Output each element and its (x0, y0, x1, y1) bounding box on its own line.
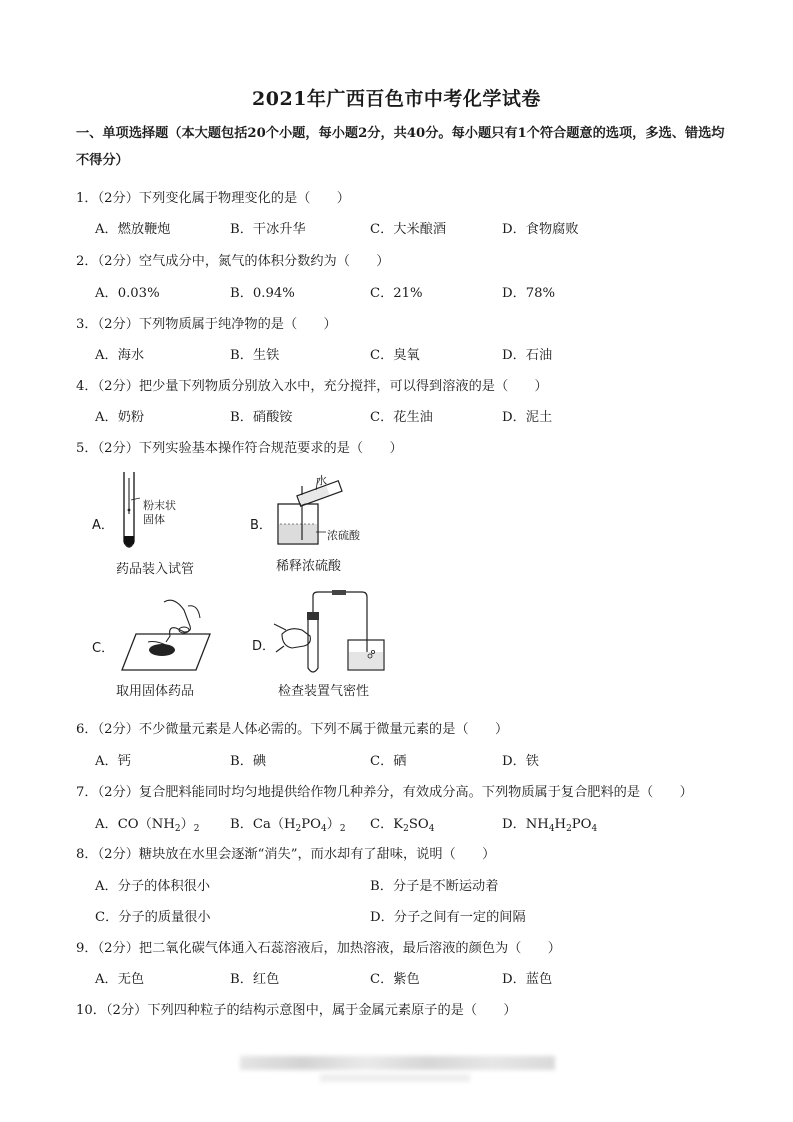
question-stem: 7．（2分）复合肥料能同时均匀地提供给作物几种养分，有效成分高。下列物质属于复合肥料的是（ ） (76, 785, 693, 800)
question-stem: 9．（2分）把二氧化碳气体通入石蕊溶液后，加热溶液，最后溶液的颜色为（ ） (76, 941, 561, 956)
section-heading: 一、单项选择题（本大题包括20个小题，每小题2分，共40分。每小题只有1个符合题意的选项，多选、错选均不得分） (76, 126, 725, 168)
question-stem: 2．（2分）空气成分中，氮气的体积分数约为（ ） (76, 254, 390, 269)
page-title: 2021年广西百色市中考化学试卷 (252, 88, 541, 110)
option-a: A．奶粉 (95, 410, 145, 425)
option-d: D．$NH_4H_2PO_4$ (502, 817, 598, 834)
option-d: D．78% (502, 286, 556, 301)
option-a: A．无色 (95, 972, 145, 987)
option-b: B．干冰升华 (230, 222, 306, 237)
question-stem: 5．（2分）下列实验基本操作符合规范要求的是（ ） (76, 441, 403, 456)
option-c: C．分子的质量很小 (95, 910, 211, 925)
blurred-footer (240, 1056, 555, 1070)
option-c: C．21% (370, 286, 423, 301)
option-a: A．$CO(NH_2)_2$ (95, 817, 200, 834)
figure-b-acid: 浓硫酸 (327, 529, 360, 542)
blurred-footer-sub (320, 1074, 470, 1082)
option-c: C．大米酿酒 (370, 222, 447, 237)
figure-a-caption: 药品装入试管 (116, 562, 195, 577)
option-d: D．食物腐败 (502, 222, 579, 237)
option-b: B．0.94% (230, 286, 295, 301)
option-a: A．钙 (95, 754, 131, 769)
figure-b-caption: 稀释浓硫酸 (276, 559, 342, 574)
option-d: D．蓝色 (502, 972, 553, 987)
figure-d-caption: 检查装置气密性 (278, 684, 370, 699)
option-c: C．紫色 (370, 972, 420, 987)
option-c: C．臭氧 (370, 348, 420, 363)
option-d: D．分子之间有一定的间隔 (370, 910, 526, 925)
option-d: D．铁 (502, 754, 539, 769)
option-a: A．分子的体积很小 (95, 879, 211, 894)
option-c: C．花生油 (370, 410, 433, 425)
option-d: D．泥土 (502, 410, 553, 425)
option-b: B．碘 (230, 754, 267, 769)
figure-a-note2: 固体 (143, 513, 165, 526)
question-stem: 4．（2分）把少量下列物质分别放入水中，充分搅拌，可以得到溶液的是（ ） (76, 379, 548, 394)
option-a: A．海水 (95, 348, 145, 363)
question-stem: 8．（2分）糖块放在水里会逐渐“消失”，而水却有了甜味，说明（ ） (76, 847, 496, 862)
option-d: D．石油 (502, 348, 553, 363)
option-c: C．$K_2SO_4$ (370, 817, 435, 834)
option-b: B．分子是不断运动着 (370, 879, 499, 894)
option-a: A．0.03% (95, 286, 160, 301)
question-stem: 10．（2分）下列四种粒子的结构示意图中，属于金属元素原子的是（ ） (76, 1003, 517, 1018)
question-stem: 6．（2分）不少微量元素是人体必需的。下列不属于微量元素的是（ ） (76, 722, 509, 737)
figure-b-water: 水 (316, 474, 327, 487)
option-c: C．硒 (370, 754, 407, 769)
figure-b-letter: B． (250, 518, 272, 533)
option-a: A．燃放鞭炮 (95, 222, 171, 237)
option-b: B．红色 (230, 972, 280, 987)
figure-d-letter: D． (252, 639, 276, 654)
option-b: B．生铁 (230, 348, 280, 363)
figure-c-letter: C． (92, 641, 115, 656)
figure-a-note1: 粉末状 (143, 499, 176, 512)
question-stem: 3．（2分）下列物质属于纯净物的是（ ） (76, 317, 337, 332)
figure-c-caption: 取用固体药品 (116, 684, 195, 699)
question-stem: 1．（2分）下列变化属于物理变化的是（ ） (76, 191, 350, 206)
take-solid-figure (118, 596, 218, 676)
option-b: B．$Ca(H_2PO_4)_2$ (230, 817, 346, 834)
airtightness-figure (272, 590, 392, 676)
option-b: B．硝酸铵 (230, 410, 293, 425)
figure-a-letter: A． (92, 518, 114, 533)
